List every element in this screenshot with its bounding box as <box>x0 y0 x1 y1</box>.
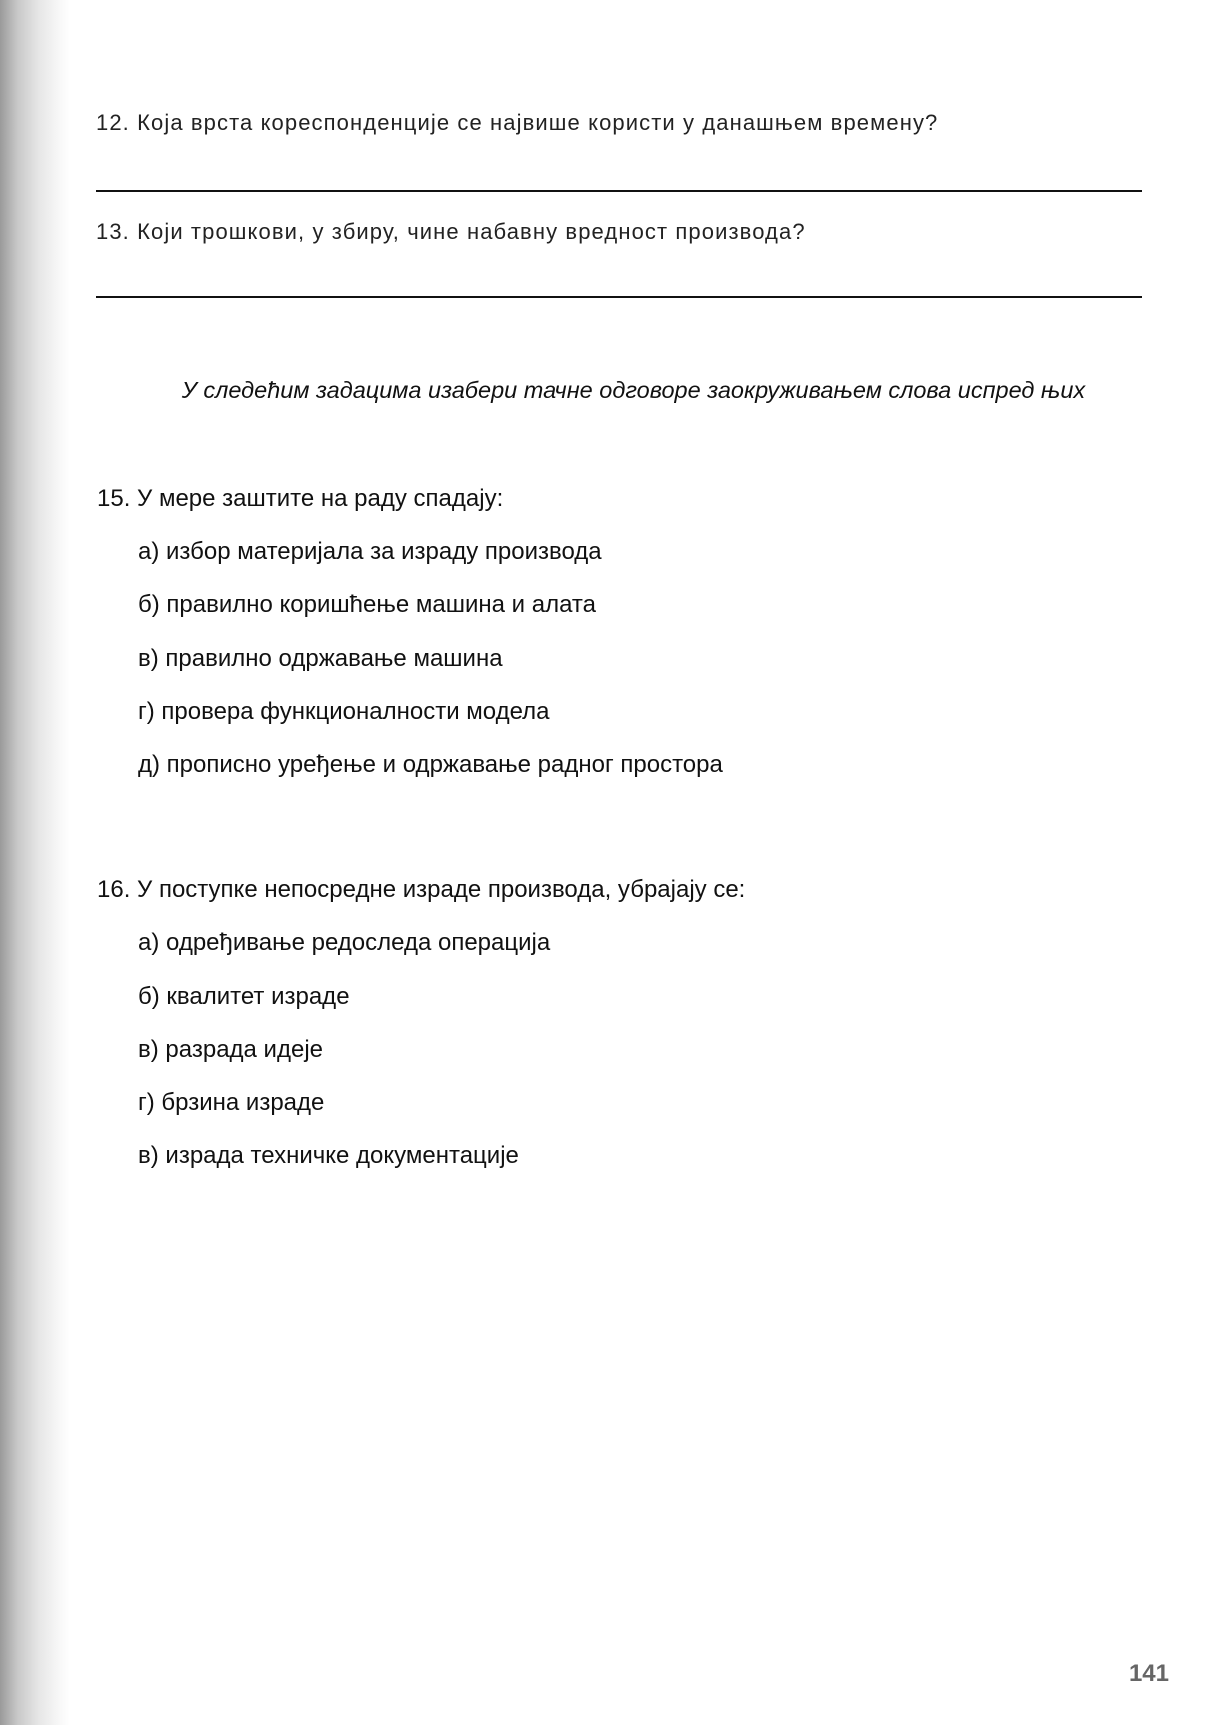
q15-option-a[interactable]: а) избор материјала за израду производа <box>138 538 602 565</box>
q16-option-d[interactable]: г) брзина израде <box>138 1089 325 1116</box>
answer-line-12[interactable] <box>96 190 1142 192</box>
question-16: 16. У поступке непосредне израде производа, убрајају се: <box>97 876 746 903</box>
q15-option-d[interactable]: г) провера функционалности модела <box>138 698 550 725</box>
q15-option-b[interactable]: б) правилно коришћење машина и алата <box>138 591 596 618</box>
question-15: 15. У мере заштите на раду спадају: <box>97 485 504 512</box>
q16-option-c[interactable]: в) разрада идеје <box>138 1036 323 1063</box>
page-number: 141 <box>1128 1660 1169 1687</box>
question-13: 13. Који трошкови, у збиру, чине набавну вредност производа? <box>96 219 806 244</box>
instruction-text: У следећим задацима изабери тачне одговоре заокруживањем слова испред њих <box>181 377 1086 403</box>
question-12: 12. Која врста кореспонденције се највише користи у данашњем времену? <box>96 110 939 135</box>
q15-option-e[interactable]: д) прописно уређење и одржавање радног простора <box>138 751 723 778</box>
page-spine-shadow <box>0 0 70 1725</box>
q16-option-b[interactable]: б) квалитет израде <box>138 983 350 1010</box>
q16-option-a[interactable]: а) одређивање редоследа операција <box>138 929 551 956</box>
q15-option-c[interactable]: в) правилно одржавање машина <box>138 645 503 672</box>
answer-line-13[interactable] <box>96 296 1142 298</box>
q16-option-e[interactable]: в) израда техничке документације <box>138 1142 519 1169</box>
